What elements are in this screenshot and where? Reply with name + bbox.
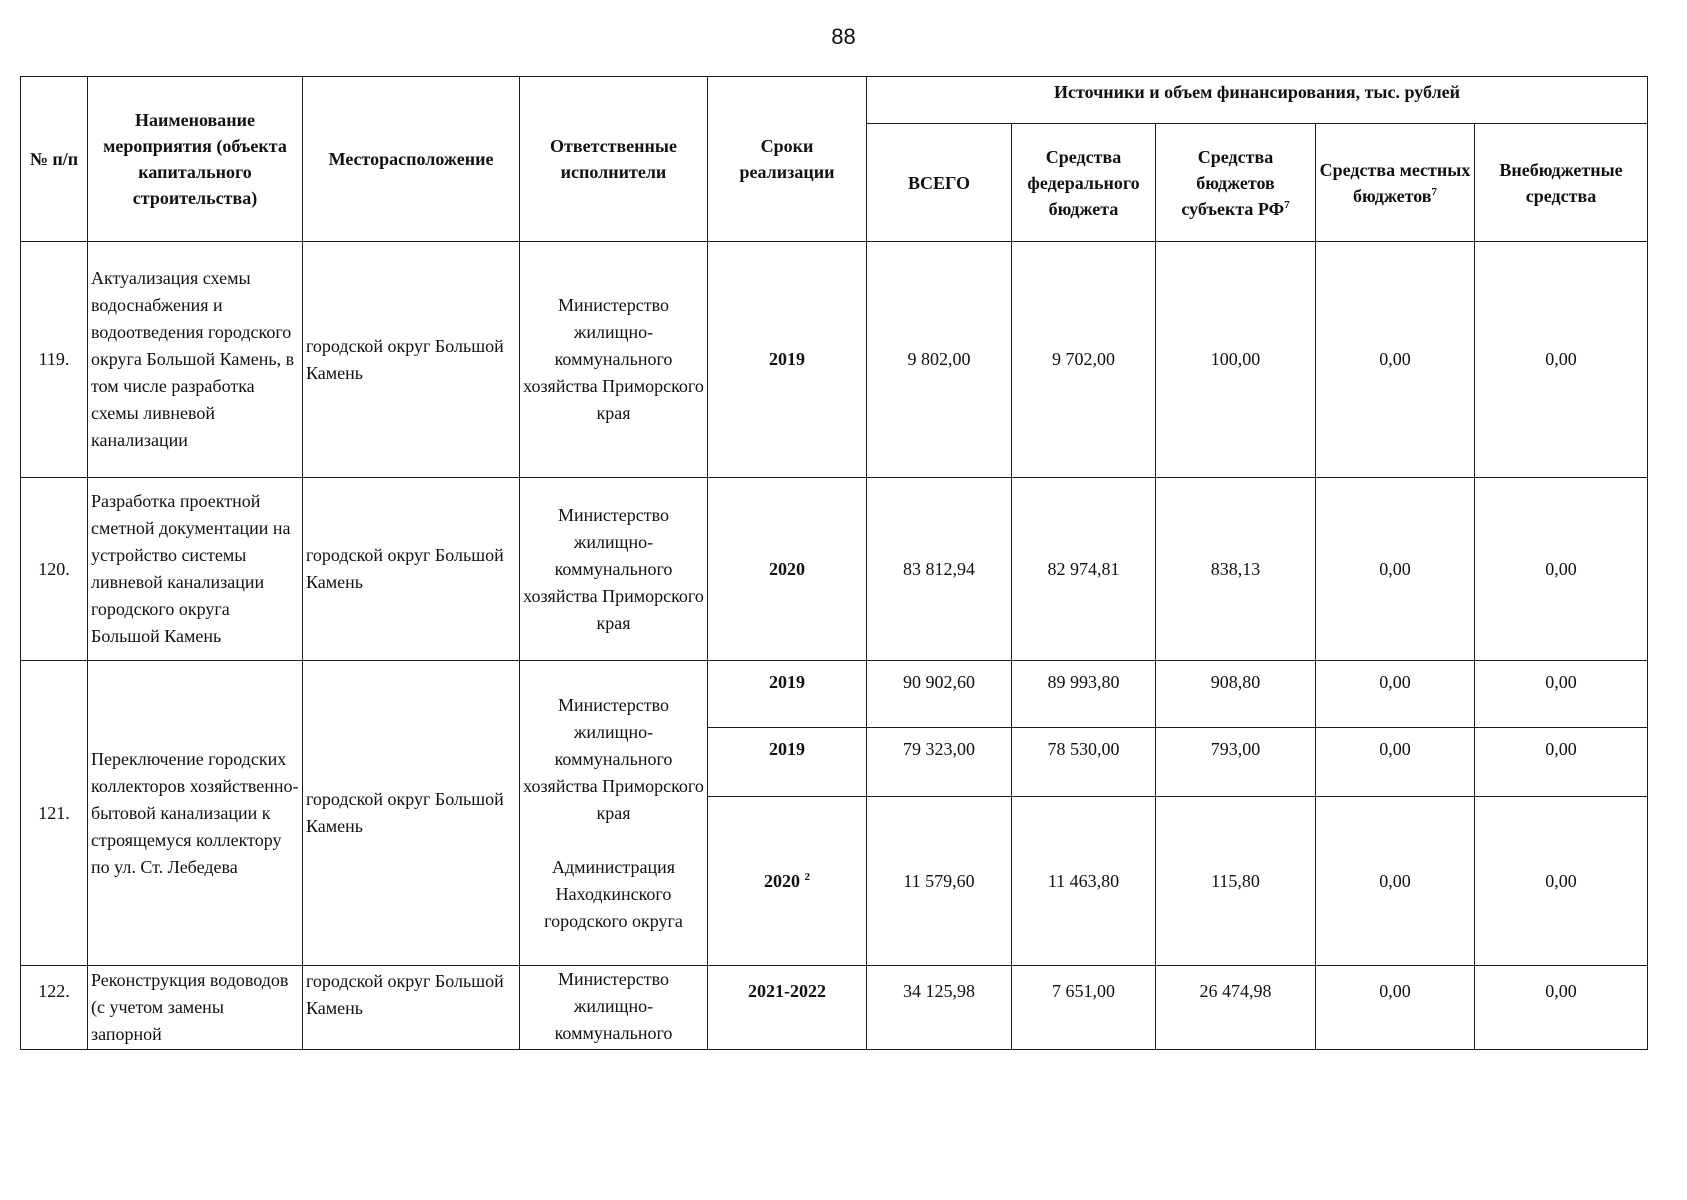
row-responsible: Министерство жилищно-коммунального хозяйства Приморского края [520,242,708,478]
financing-table [20,76,1648,1050]
row-local: 0,00 [1316,728,1475,797]
header-regional [1156,124,1316,242]
row-total: 34 125,98 [867,966,1012,1050]
row-year [708,797,867,966]
row-regional: 908,80 [1156,661,1316,728]
row-total: 79 323,00 [867,728,1012,797]
row-regional: 26 474,98 [1156,966,1316,1050]
header-num: № п/п [21,77,88,242]
header-financing: Источники и объем финансирования, тыс. рублей [867,77,1648,124]
row-location: городской округ Большой Камень [303,478,520,661]
row-federal: 11 463,80 [1012,797,1156,966]
row-year-text: 2020 [764,870,800,891]
row-year: 2019 [708,661,867,728]
row-local: 0,00 [1316,242,1475,478]
row-year: 2021-2022 [708,966,867,1050]
row-year: 2019 [708,728,867,797]
row-responsible: Министерство жилищно-коммунального хозяйства Приморского края [520,478,708,661]
row-num: 120. [21,478,88,661]
header-responsible: Ответственные исполнители [520,77,708,242]
row-total: 9 802,00 [867,242,1012,478]
row-local: 0,00 [1316,797,1475,966]
row-num: 122. [21,966,88,1050]
row-regional: 100,00 [1156,242,1316,478]
header-regional-note: 7 [1284,198,1290,211]
row-regional: 793,00 [1156,728,1316,797]
row-name: Переключение городских коллекторов хозяйственно-бытовой канализации к строящемуся коллектору по ул. Ст. Лебедева [88,661,303,966]
header-local-note: 7 [1431,185,1437,198]
row-location: городской округ Большой Камень [303,661,520,966]
row-federal: 7 651,00 [1012,966,1156,1050]
row-responsible [520,661,708,966]
header-regional-text: Средства бюджетов субъекта РФ [1181,146,1285,219]
header-total: ВСЕГО [867,124,1012,242]
row-name: Реконструкция водоводов (с учетом замены запорной [88,966,303,1050]
row-year: 2019 [708,242,867,478]
header-local [1316,124,1475,242]
row-responsible: Министерство жилищно-коммунального [520,966,708,1050]
header-location: Месторасположение [303,77,520,242]
table-row-119 [21,242,1648,478]
row-federal: 9 702,00 [1012,242,1156,478]
row-total: 90 902,60 [867,661,1012,728]
row-responsible-administration: Администрация Находкинского городского округа [544,856,683,931]
row-responsible-ministry: Министерство жилищно-коммунального хозяйства Приморского края [523,694,704,823]
header-name: Наименование мероприятия (объекта капитального строительства) [88,77,303,242]
row-extra: 0,00 [1475,661,1648,728]
header-extra: Внебюджетные средства [1475,124,1648,242]
row-extra: 0,00 [1475,966,1648,1050]
row-federal: 78 530,00 [1012,728,1156,797]
row-local: 0,00 [1316,661,1475,728]
row-total: 11 579,60 [867,797,1012,966]
row-num: 119. [21,242,88,478]
row-regional: 115,80 [1156,797,1316,966]
row-year-note: 2 [804,870,810,883]
row-regional: 838,13 [1156,478,1316,661]
header-row-1 [21,77,1648,124]
row-local: 0,00 [1316,478,1475,661]
row-extra: 0,00 [1475,478,1648,661]
row-extra: 0,00 [1475,728,1648,797]
row-year: 2020 [708,478,867,661]
page-number: 88 [831,24,856,49]
row-total: 83 812,94 [867,478,1012,661]
header-terms: Сроки реализации [708,77,867,242]
row-name: Актуализация схемы водоснабжения и водоотведения городского округа Большой Камень, в том числе разработка схемы ливневой канализации [88,242,303,478]
table-row-121a [21,661,1648,728]
row-location: городской округ Большой Камень [303,966,520,1050]
table-row-122 [21,966,1648,1050]
header-federal: Средства федерального бюджета [1012,124,1156,242]
row-num: 121. [21,661,88,966]
row-extra: 0,00 [1475,242,1648,478]
row-extra: 0,00 [1475,797,1648,966]
row-local: 0,00 [1316,966,1475,1050]
row-federal: 82 974,81 [1012,478,1156,661]
row-name: Разработка проектной сметной документации на устройство системы ливневой канализации городского округа Большой Камень [88,478,303,661]
row-location: городской округ Большой Камень [303,242,520,478]
row-federal: 89 993,80 [1012,661,1156,728]
header-local-text: Средства местных бюджетов [1319,159,1471,206]
table-row-120 [21,478,1648,661]
